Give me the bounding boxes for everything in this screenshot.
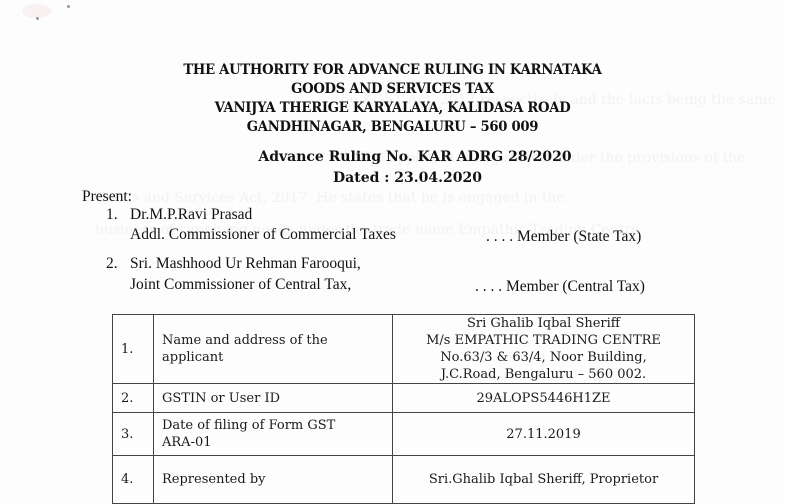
ruling-number: Advance Ruling No. KAR ADRG 28/2020	[258, 149, 572, 165]
row-number: 3.	[113, 413, 154, 456]
filing-date-value: 27.11.2019	[393, 413, 695, 456]
member-2-role: . . . . Member (Central Tax)	[475, 278, 645, 295]
present-label: Present:	[82, 188, 132, 205]
row-number: 1.	[113, 315, 154, 384]
member-2-index: 2.	[106, 255, 118, 272]
table-row	[113, 384, 695, 413]
bleed-through-text	[95, 190, 565, 206]
scan-speck	[36, 17, 39, 20]
scan-speck	[67, 5, 70, 8]
member-1-name: Dr.M.P.Ravi Prasad	[130, 206, 253, 223]
row-label	[154, 315, 393, 384]
authority-header	[0, 61, 785, 137]
table-row	[113, 413, 695, 456]
row-label-line: Name and address of the	[162, 333, 328, 348]
trading-name: M/s EMPATHIC TRADING CENTRE	[426, 333, 661, 348]
ruling-info	[0, 147, 785, 189]
header-line-2: GOODS AND SERVICES TAX	[291, 81, 494, 97]
member-2-designation: Joint Commissioner of Central Tax,	[130, 276, 352, 293]
representative-value: Sri.Ghalib Iqbal Sheriff, Proprietor	[393, 456, 695, 504]
table-row	[113, 456, 695, 504]
row-number: 4.	[113, 456, 154, 504]
member-1-designation: Addl. Commissioner of Commercial Taxes	[130, 226, 396, 243]
row-label-line: Date of filing of Form GST	[162, 418, 336, 433]
address-line: No.63/3 & 63/4, Noor Building,	[440, 350, 647, 365]
scan-smudge	[22, 4, 52, 18]
applicant-name: Sri Ghalib Iqbal Sheriff	[466, 316, 621, 331]
row-label-line: ARA-01	[162, 435, 212, 450]
row-label-line: applicant	[162, 350, 224, 365]
header-line-3: VANIJYA THERIGE KARYALAYA, KALIDASA ROAD	[214, 100, 571, 116]
header-line-1: THE AUTHORITY FOR ADVANCE RULING IN KARNATAKA	[183, 62, 602, 78]
row-number: 2.	[113, 384, 154, 413]
applicant-details-table	[112, 314, 695, 504]
row-label: Represented by	[154, 456, 393, 504]
gstin-value: 29ALOPS5446H1ZE	[393, 384, 695, 413]
row-label	[154, 413, 393, 456]
table-row	[113, 315, 695, 384]
address-line: J.C.Road, Bengaluru – 560 002.	[440, 367, 647, 382]
member-1-index: 1.	[106, 206, 118, 223]
header-line-4: GANDHINAGAR, BENGALURU – 560 009	[246, 119, 539, 135]
member-2-name: Sri. Mashhood Ur Rehman Farooqui,	[130, 255, 361, 272]
row-value	[393, 315, 695, 384]
member-1-role: . . . . Member (State Tax)	[486, 228, 642, 245]
row-label: GSTIN or User ID	[154, 384, 393, 413]
ruling-date: Dated : 23.04.2020	[333, 170, 482, 186]
